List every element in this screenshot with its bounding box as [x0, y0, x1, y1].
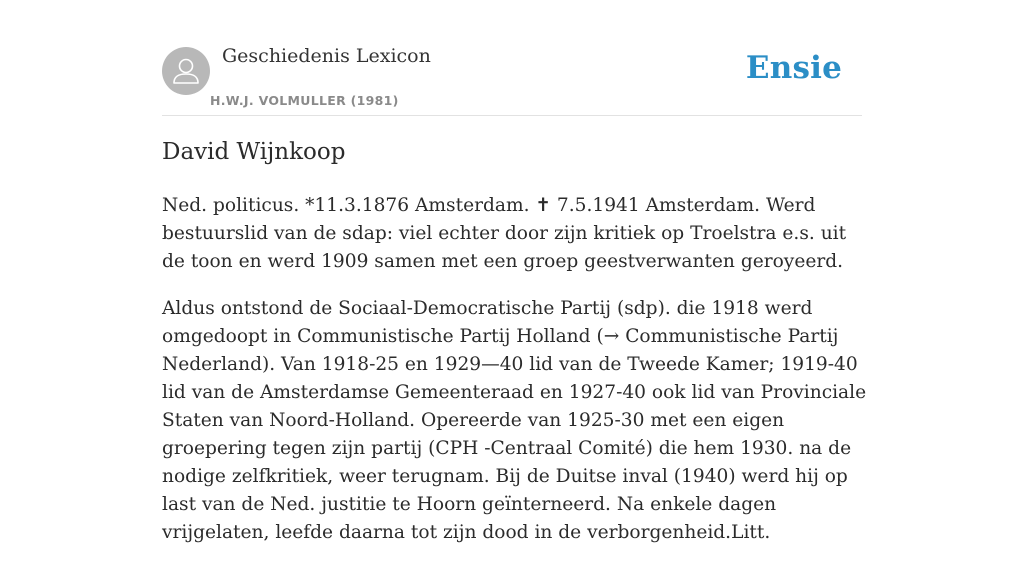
- article-paragraph: Aldus ontstond de Sociaal-Democratische Partij (sdp). die 1918 werd omgedoopt in Communistische Partij Holland (→ Communistische Partij Nederland). Van 1918-25 en 1929—40 lid van de Tweede Kamer; 1919-40 lid van de Amsterdamse Gemeenteraad en 1927-40 ook lid van Provinciale Staten van Noord-Holland. Opereerde van 1925-30 met een eigen groepering tegen zijn partij (CPH -Centraal Comité) die hem 1930. na de nodige zelfkritiek, weer terugnam. Bij de Duitse inval (1940) werd hij op last van de Ned. justitie te Hoorn geïnterneerd. Na enkele dagen vrijgelaten, leefde daarna tot zijn dood in de verborgenheid.Litt.: [162, 298, 867, 543]
- source-author[interactable]: H.W.J. VOLMULLER (1981): [210, 93, 399, 108]
- page-container: [162, 0, 867, 543]
- article-body: [162, 192, 872, 566]
- brand-logo[interactable]: Ensie: [745, 50, 842, 86]
- source-title[interactable]: Geschiedenis Lexicon: [222, 45, 431, 67]
- article-paragraph: Ned. politicus. *11.3.1876 Amsterdam. ✝ 7.5.1941 Amsterdam. Werd bestuurslid van de sdap: viel echter door zijn kritiek op Troelstra e.s. uit de toon en werd 1909 samen met een groep geestverwanten geroyeerd.: [162, 195, 847, 272]
- user-avatar-icon[interactable]: [162, 47, 210, 95]
- article-title: David Wijnkoop: [162, 139, 346, 165]
- source-header: [162, 0, 862, 116]
